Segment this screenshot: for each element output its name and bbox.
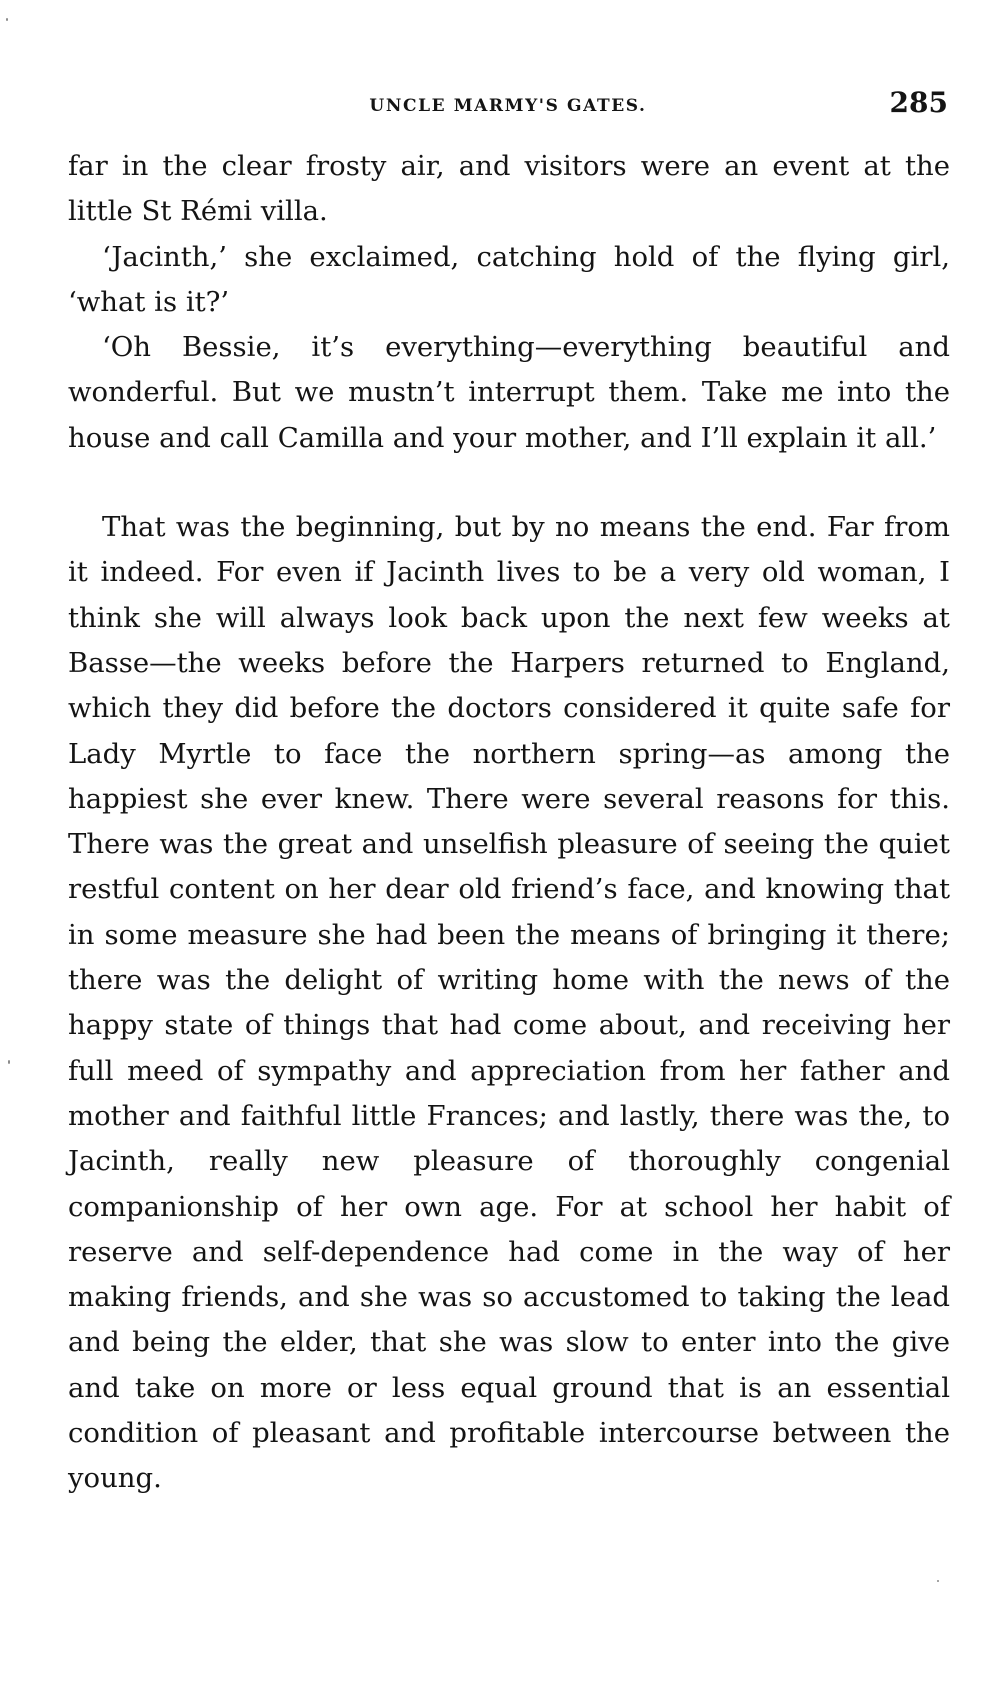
scan-speck [8, 1060, 10, 1064]
paragraph-continuation: far in the clear frosty air, and visitors were an event at the little St Rémi villa. [68, 150, 950, 228]
page-number: 285 [889, 86, 948, 119]
paragraph-dialogue-bessie: ‘Oh Bessie, it’s everything—everything beautiful and wonderful. But we mustn’t interrupt them. Take me into the house and call Camilla and your mother, and I’ll explain it all.’ [68, 331, 950, 454]
running-head: UNCLE MARMY'S GATES. [369, 96, 647, 116]
section-break [68, 461, 950, 505]
scan-speck [6, 18, 8, 21]
page-header [68, 86, 948, 126]
body-text [68, 144, 950, 1502]
paragraph-dialogue-jacinth: ‘Jacinth,’ she exclaimed, catching hold of the flying girl, ‘what is it?’ [68, 240, 950, 318]
paragraph-narrative: That was the beginning, but by no means the end. Far from it indeed. For even if Jacinth lives to be a very old woman, I think she will always look back upon the next few weeks at Basse—the weeks before the Harpers returned to England, which they did before the doctors considered it quite safe for Lady Myrtle to face the northern spring—as among the happiest she ever knew. There were several reasons for this. There was the great and unselfish pleasure of seeing the quiet restful content on her dear old friend’s face, and knowing that in some measure she had been the means of bringing it there; there was the delight of writing home with the news of the happy state of things that had come about, and receiving her full meed of sympathy and appreciation from her father and mother and faithful little Frances; and lastly, there was the, to Jacinth, really new pleasure of thoroughly congenial companionship of her own age. For at school her habit of reserve and self-dependence had come in the way of her making friends, and she was so accustomed to taking the lead and being the elder, that she was slow to enter into the give and take on more or less equal ground that is an essential condition of pleasant and profitable intercourse between the young. [68, 511, 950, 1495]
scan-speck [937, 1580, 939, 1582]
